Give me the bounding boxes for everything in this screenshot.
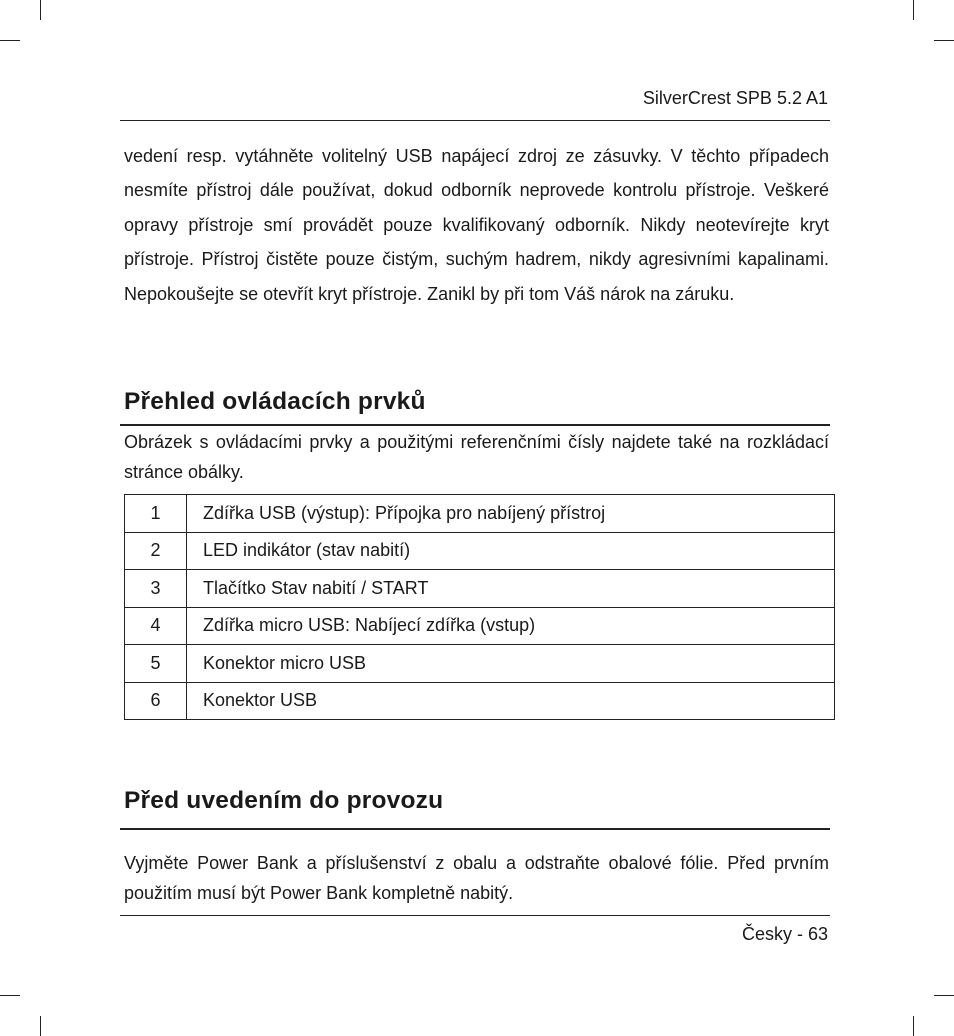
part-number: 2	[125, 532, 187, 570]
crop-mark	[913, 1016, 914, 1036]
part-description: Zdířka USB (výstup): Přípojka pro nabíjený přístroj	[187, 495, 835, 533]
table-row	[125, 682, 835, 720]
table-row	[125, 645, 835, 683]
section-heading-before-use: Před uvedením do provozu	[124, 787, 444, 814]
section-rule	[120, 828, 830, 830]
parts-table	[124, 494, 835, 720]
crop-mark	[0, 995, 20, 996]
part-description: Zdířka micro USB: Nabíjecí zdířka (vstup)	[187, 607, 835, 645]
page-number: Česky - 63	[741, 924, 828, 944]
before-use-paragraph: Vyjměte Power Bank a příslušenství z obalu a odstraňte obalové fólie. Před prvním použitím musí být Power Bank kompletně nabitý.	[124, 853, 829, 903]
section-rule	[120, 424, 830, 426]
part-description: LED indikátor (stav nabití)	[187, 532, 835, 570]
controls-paragraph: Obrázek s ovládacími prvky a použitými referenčními čísly najdete také na rozkládací stránce obálky.	[124, 432, 829, 482]
table-row	[125, 532, 835, 570]
table-row	[125, 570, 835, 608]
table-row	[125, 495, 835, 533]
footer-rule	[120, 915, 830, 916]
part-number: 4	[125, 607, 187, 645]
part-number: 5	[125, 645, 187, 683]
running-header-title: SilverCrest SPB 5.2 A1	[642, 88, 828, 108]
section-heading-controls: Přehled ovládacích prvků	[124, 388, 426, 415]
part-number: 3	[125, 570, 187, 608]
intro-paragraph: vedení resp. vytáhněte volitelný USB napájecí zdroj ze zásuvky. V těchto případech nesmíte přístroj dále používat, dokud odborník neprovede kontrolu přístroje. Veškeré opravy přístroje smí provádět pouze kvalifikovaný odborník. Nikdy neotevírejte kryt přístroje. Přístroj čistěte pouze čistým, suchým hadrem, nikdy agresivními kapalinami. Nepokoušejte se otevřít kryt přístroje. Zanikl by při tom Váš nárok na záruku.	[124, 146, 829, 304]
part-description: Konektor USB	[187, 682, 835, 720]
table-row	[125, 607, 835, 645]
part-description: Tlačítko Stav nabití / START	[187, 570, 835, 608]
crop-mark	[934, 40, 954, 41]
crop-mark	[913, 0, 914, 20]
part-description: Konektor micro USB	[187, 645, 835, 683]
crop-mark	[40, 1016, 41, 1036]
part-number: 6	[125, 682, 187, 720]
part-number: 1	[125, 495, 187, 533]
crop-mark	[0, 40, 20, 41]
crop-mark	[934, 995, 954, 996]
crop-mark	[40, 0, 41, 20]
header-rule	[120, 120, 830, 121]
